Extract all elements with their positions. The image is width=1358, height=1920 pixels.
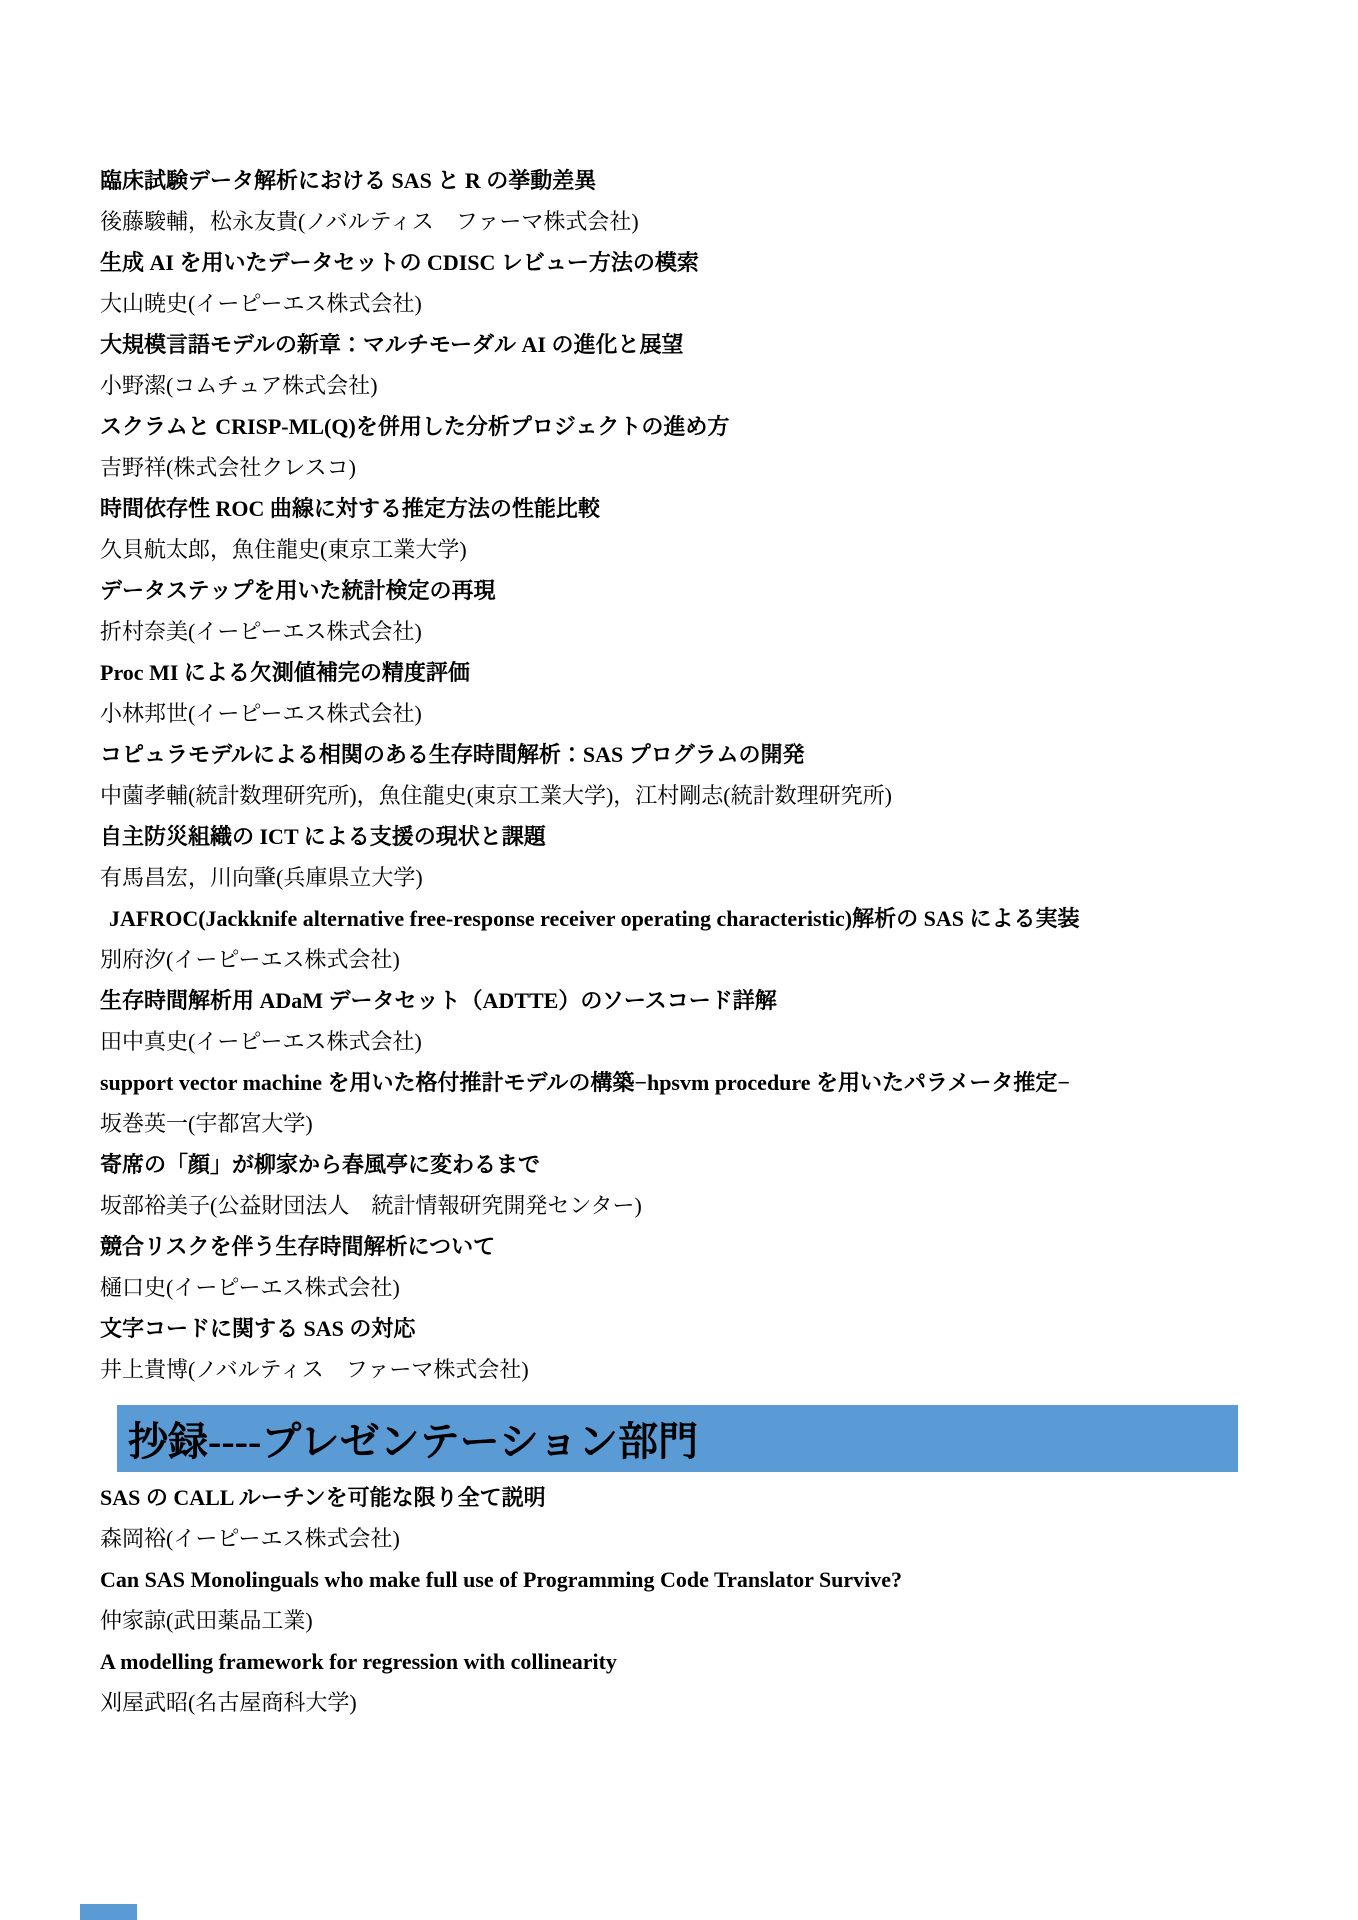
presentation-authors: 大山暁史(イーピーエス株式会社) [100,291,422,316]
presentation-list-primary [100,160,1270,1390]
presentation-title: データステップを用いた統計検定の再現 [100,578,496,603]
presentation-title: 生成 AI を用いたデータセットの CDISC レビュー方法の模索 [100,250,699,275]
presentation-title: 臨床試験データ解析における SAS と R の挙動差異 [100,168,597,193]
section-header-bar [117,1405,1238,1472]
program-listing [100,160,1270,1723]
presentation-list-secondary [100,1477,1270,1723]
presentation-authors: 樋口史(イーピーエス株式会社) [100,1275,400,1300]
presentation-authors: 刈屋武昭(名古屋商科大学) [100,1690,357,1715]
presentation-authors: 小野潔(コムチュア株式会社) [100,373,378,398]
presentation-authors: 仲家諒(武田薬品工業) [100,1608,313,1633]
presentation-title: Can SAS Monolinguals who make full use of Programming Code Translator Survive? [100,1567,903,1592]
clipped-next-section-bar [80,1904,137,1920]
presentation-authors: 坂部裕美子(公益財団法人 統計情報研究開発センター) [100,1193,642,1218]
presentation-authors: 折村奈美(イーピーエス株式会社) [100,619,422,644]
presentation-title: 文字コードに関する SAS の対応 [100,1316,416,1341]
presentation-title: 大規模言語モデルの新章：マルチモーダル AI の進化と展望 [100,332,684,357]
presentation-authors: 小林邦世(イーピーエス株式会社) [100,701,422,726]
section-header-title: 抄録----プレゼンテーション部門 [128,1419,699,1464]
presentation-title: support vector machine を用いた格付推計モデルの構築−hpsvm procedure を用いたパラメータ推定− [100,1070,1070,1095]
presentation-title: 時間依存性 ROC 曲線に対する推定方法の性能比較 [100,496,600,521]
presentation-authors: 吉野祥(株式会社クレスコ) [100,455,356,480]
presentation-title: SAS の CALL ルーチンを可能な限り全て説明 [100,1485,546,1510]
presentation-title: Proc MI による欠測値補完の精度評価 [100,660,470,685]
presentation-authors: 中薗孝輔(統計数理研究所)，魚住龍史(東京工業大学)，江村剛志(統計数理研究所) [100,783,892,808]
presentation-title: コピュラモデルによる相関のある生存時間解析：SAS プログラムの開発 [100,742,805,767]
presentation-title: A modelling framework for regression with collinearity [100,1649,617,1674]
presentation-authors: 別府汐(イーピーエス株式会社) [100,947,400,972]
presentation-title: スクラムと CRISP-ML(Q)を併用した分析プロジェクトの進め方 [100,414,730,439]
presentation-authors: 田中真史(イーピーエス株式会社) [100,1029,422,1054]
presentation-authors: 有馬昌宏，川向肇(兵庫県立大学) [100,865,423,890]
presentation-authors: 森岡裕(イーピーエス株式会社) [100,1526,400,1551]
presentation-title: 生存時間解析用 ADaM データセット（ADTTE）のソースコード詳解 [100,988,777,1013]
presentation-authors: 久貝航太郎，魚住龍史(東京工業大学) [100,537,467,562]
presentation-authors: 坂巻英一(宇都宮大学) [100,1111,313,1136]
presentation-authors: 後藤駿輔，松永友貴(ノバルティス ファーマ株式会社) [100,209,639,234]
presentation-authors: 井上貴博(ノバルティス ファーマ株式会社) [100,1357,529,1382]
presentation-title: 自主防災組織の ICT による支援の現状と課題 [100,824,546,849]
presentation-title: 競合リスクを伴う生存時間解析について [100,1234,496,1259]
presentation-title: JAFROC(Jackknife alternative free-response receiver operating characteristic)解析の SAS による実装 [109,906,1080,931]
presentation-title: 寄席の「顔」が柳家から春風亭に変わるまで [100,1152,541,1177]
